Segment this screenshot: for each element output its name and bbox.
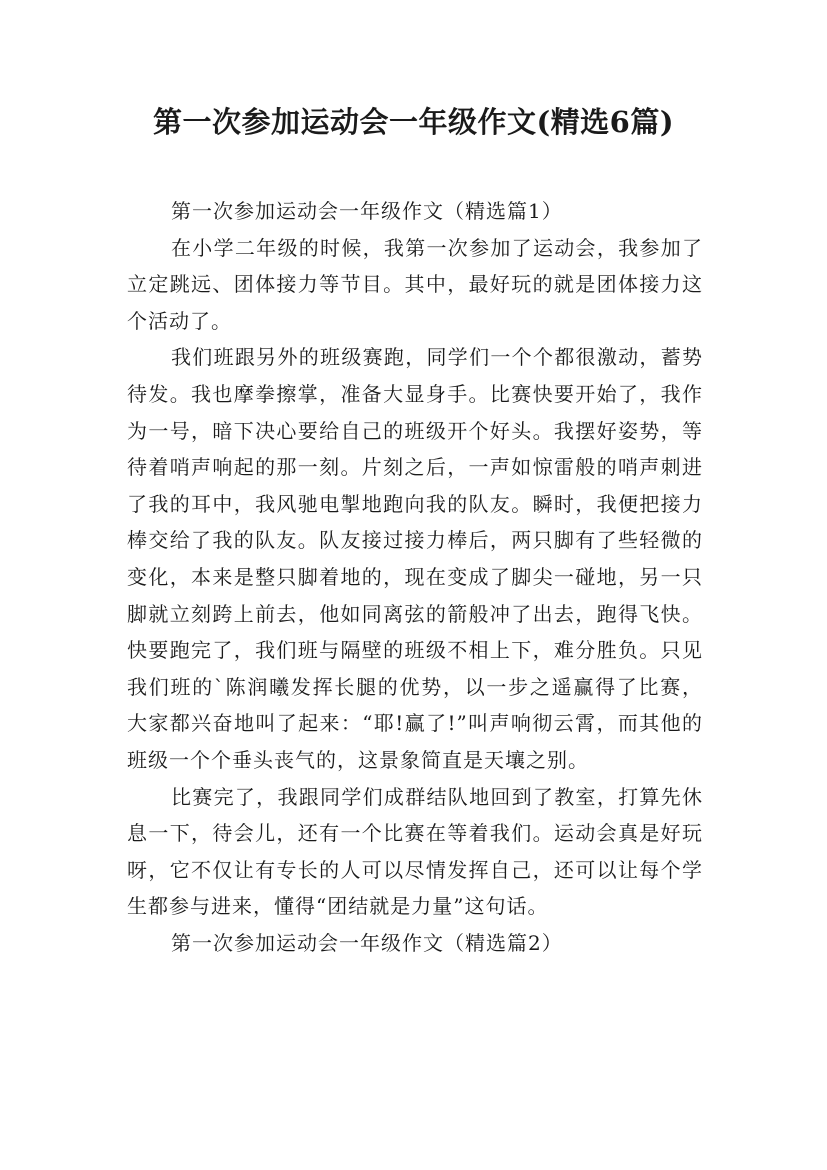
section-heading-1: 第一次参加运动会一年级作文（精选篇1） [171, 199, 563, 223]
paragraph-1: 在小学二年级的时候，我第一次参加了运动会，我参加了立定跳远、团体接力等节目。其中，最好玩的就是团体接力这个活动了。 [127, 235, 703, 333]
document-title: 第一次参加运动会一年级作文(精选6篇) [152, 105, 675, 139]
document-body [127, 193, 703, 961]
paragraph-2: 我们班跟另外的班级赛跑，同学们一个个都很激动，蓄势待发。我也摩拳擦掌，准备大显身手。比赛快要开始了，我作为一号，暗下决心要给自己的班级开个好头。我摆好姿势，等待着哨声响起的那一刻。片刻之后，一声如惊雷般的哨声刺进了我的耳中，我风驰电掣地跑向我的队友。瞬时，我便把接力棒交给了我的队友。队友接过接力棒后，两只脚有了些轻微的变化，本来是整只脚着地的，现在变成了脚尖一碰地，另一只脚就立刻跨上前去，他如同离弦的箭般冲了出去，跑得飞快。快要跑完了，我们班与隔壁的班级不相上下，难分胜负。只见我们班的`陈润曦发挥长腿的优势，以一步之遥赢得了比赛，大家都兴奋地叫了起来：“耶!赢了!”叫声响彻云霄，而其他的班级一个个垂头丧气的，这景象简直是天壤之别。 [127, 345, 703, 772]
section-heading-2: 第一次参加运动会一年级作文（精选篇2） [171, 930, 563, 955]
paragraph-3: 比赛完了，我跟同学们成群结队地回到了教室，打算先休息一下，待会儿，还有一个比赛在等着我们。运动会真是好玩呀，它不仅让有专长的人可以尽情发挥自己，还可以让每个学生都参与进来，懂得“团结就是力量”这句话。 [127, 784, 703, 919]
